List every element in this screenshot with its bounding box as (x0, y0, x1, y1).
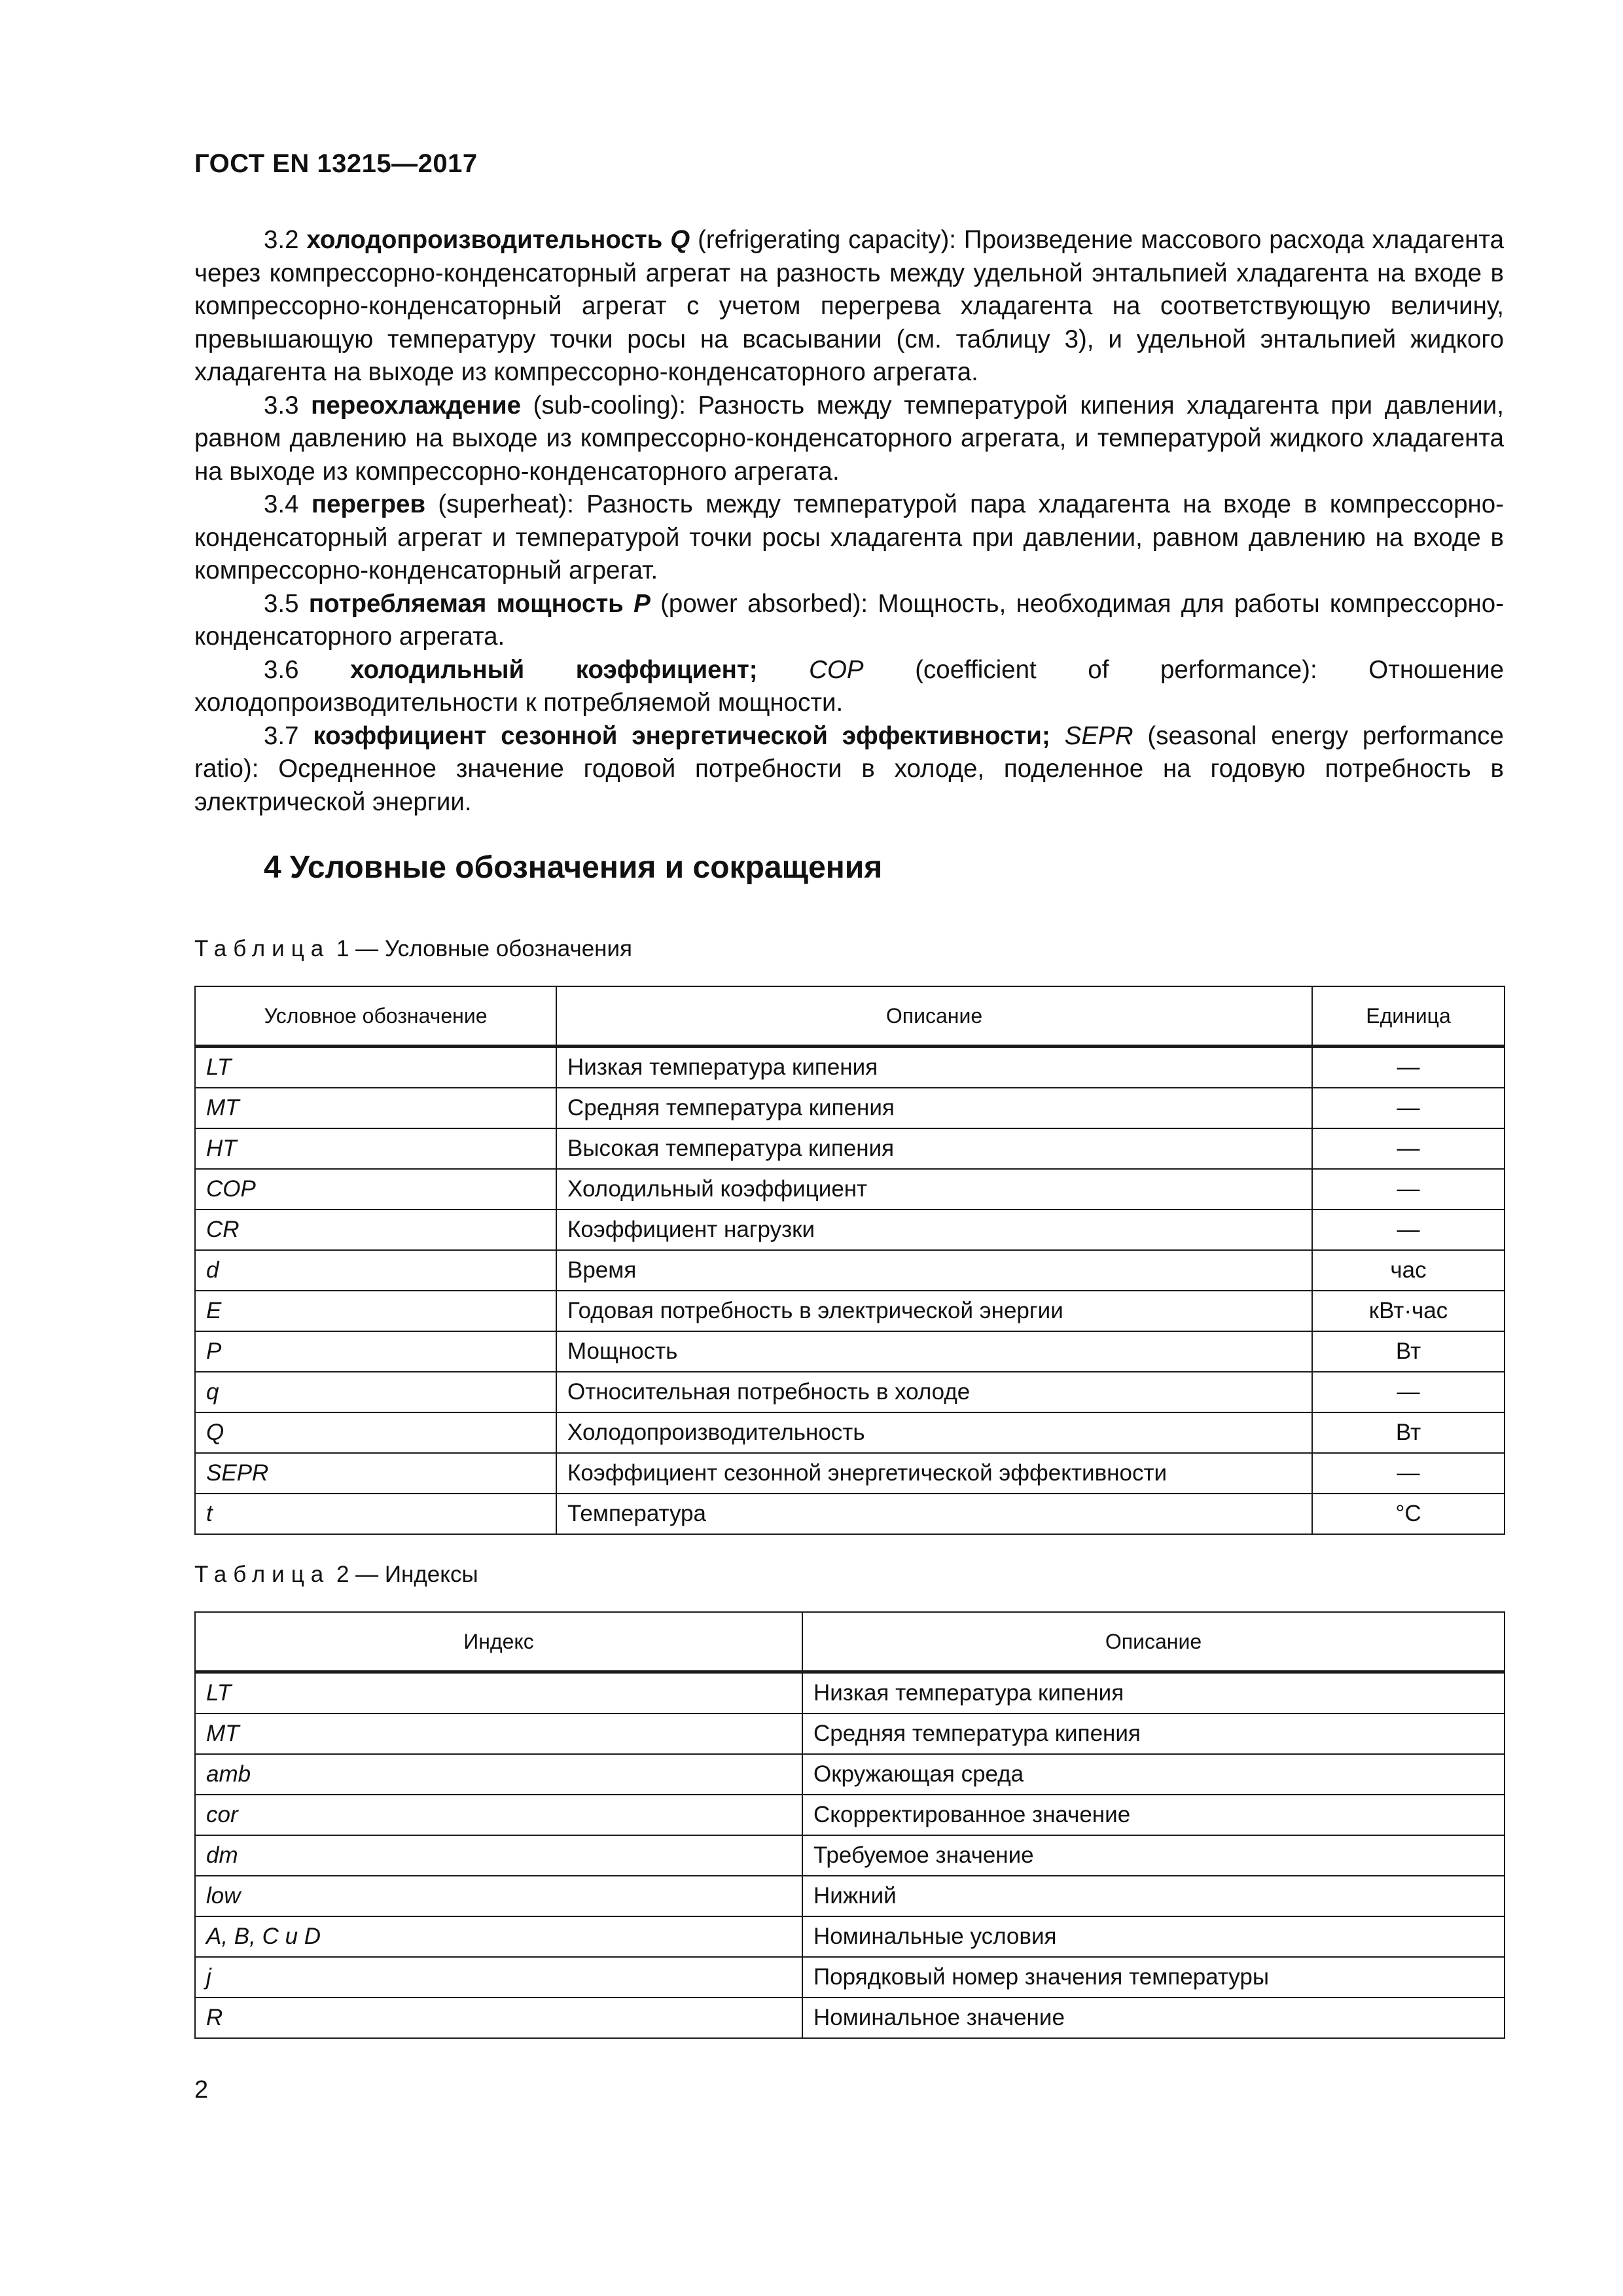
definition-term: холодильный коэффициент; (350, 655, 758, 684)
unit-cell: — (1312, 1210, 1505, 1250)
definition-number: 3.5 (264, 589, 299, 618)
definition-item (194, 654, 1504, 720)
definition-number: 3.2 (264, 226, 299, 254)
table-row (195, 1998, 1505, 2038)
definition-term: потребляемая мощность (308, 589, 624, 618)
index-cell: low (195, 1876, 802, 1916)
table2-header-index: Индекс (195, 1612, 802, 1672)
section-title: 4 Условные обозначения и сокращения (264, 850, 883, 885)
symbol-cell: LT (195, 1047, 556, 1088)
unit-cell: — (1312, 1088, 1505, 1128)
definition-text: (power absorbed): Мощность, необходимая для работы компрессорно-конденсаторного агрегата. (194, 589, 1504, 651)
unit-cell: — (1312, 1372, 1505, 1412)
unit-cell: час (1312, 1250, 1505, 1291)
table-row (195, 1412, 1505, 1453)
definition-text: (refrigerating capacity): Произведение массового расхода хладагента через компрессорно-конденсаторный агрегат на разность между удельной энтальпией хладагента на входе в компрессорно-конденсаторный агрегат с учетом перегрева хладагента на соответствующую величину, превышающую температуру точки росы на всасывании (см. таблицу 3), и удельной энтальпией жидкого хладагента на выходе из компрессорно-конденсаторного агрегата. (194, 226, 1504, 386)
symbols-table (194, 986, 1505, 1535)
definition-item (194, 389, 1504, 489)
table-row (195, 1835, 1505, 1876)
table1-caption-word: Таблица (194, 936, 330, 961)
unit-cell: Вт (1312, 1412, 1505, 1453)
description-cell: Низкая температура кипения (802, 1672, 1505, 1714)
index-cell: cor (195, 1795, 802, 1835)
table1-header-unit: Единица (1312, 986, 1505, 1047)
symbol-cell: MT (195, 1088, 556, 1128)
table-row (195, 1250, 1505, 1291)
definition-text: (superheat): Разность между температурой пара хладагента на входе в компрессорно-конденсаторный агрегат и температурой точки росы хладагента при давлении, равном давлению на входе в компрессорно-конденсаторный агрегат. (194, 490, 1504, 584)
definition-text: (seasonal energy performance ratio): Осредненное значение годовой потребности в холоде, поделенное на годовую потребность в электрической энергии. (194, 721, 1504, 816)
description-cell: Окружающая среда (802, 1754, 1505, 1795)
table1-caption-text: 1 — Условные обозначения (336, 936, 633, 961)
definition-symbol: Q (670, 226, 690, 254)
description-cell: Коэффициент нагрузки (556, 1210, 1312, 1250)
unit-cell: — (1312, 1128, 1505, 1169)
definition-number: 3.7 (264, 721, 299, 750)
definition-term: холодопроизводительность (306, 226, 663, 254)
symbol-cell: d (195, 1250, 556, 1291)
table1-header-description: Описание (556, 986, 1312, 1047)
indices-table (194, 1611, 1505, 2039)
table-row (195, 1876, 1505, 1916)
table-row (195, 1372, 1505, 1412)
definition-text: (coefficient of performance): Отношение холодопроизводительности к потребляемой мощности. (194, 655, 1505, 717)
definition-item (194, 588, 1504, 654)
table-row (195, 1795, 1505, 1835)
definition-symbol: COP (809, 655, 864, 684)
definition-symbol: P (633, 589, 651, 618)
description-cell: Нижний (802, 1876, 1505, 1916)
description-cell: Высокая температура кипения (556, 1128, 1312, 1169)
definition-number: 3.6 (264, 655, 299, 684)
symbol-cell: q (195, 1372, 556, 1412)
description-cell: Низкая температура кипения (556, 1047, 1312, 1088)
unit-cell: — (1312, 1047, 1505, 1088)
symbol-cell: t (195, 1494, 556, 1534)
standard-header: ГОСТ EN 13215—2017 (194, 149, 478, 178)
definition-number: 3.4 (264, 490, 299, 518)
index-cell: j (195, 1957, 802, 1998)
table-row (195, 1453, 1505, 1494)
description-cell: Холодильный коэффициент (556, 1169, 1312, 1210)
unit-cell: кВт·час (1312, 1291, 1505, 1331)
definition-symbol: SEPR (1064, 721, 1133, 750)
description-cell: Годовая потребность в электрической энергии (556, 1291, 1312, 1331)
table-row (195, 1128, 1505, 1169)
table2-caption-word: Таблица (194, 1562, 330, 1587)
description-cell: Средняя температура кипения (802, 1713, 1505, 1754)
table-row (195, 1957, 1505, 1998)
table2-caption-text: 2 — Индексы (336, 1562, 478, 1587)
table2-header-description: Описание (802, 1612, 1505, 1672)
table-row (195, 1713, 1505, 1754)
definition-item (194, 224, 1504, 389)
table-row (195, 1169, 1505, 1210)
unit-cell: — (1312, 1169, 1505, 1210)
definition-term: переохлаждение (311, 391, 522, 420)
unit-cell: — (1312, 1453, 1505, 1494)
table-row (195, 1754, 1505, 1795)
symbol-cell: CR (195, 1210, 556, 1250)
table-row (195, 1331, 1505, 1372)
symbol-cell: E (195, 1291, 556, 1331)
definition-term: перегрев (311, 490, 426, 518)
symbol-cell: SEPR (195, 1453, 556, 1494)
description-cell: Требуемое значение (802, 1835, 1505, 1876)
definition-term: коэффициент сезонной энергетической эффективности; (313, 721, 1050, 750)
description-cell: Коэффициент сезонной энергетической эффективности (556, 1453, 1312, 1494)
index-cell: dm (195, 1835, 802, 1876)
index-cell: A, B, C и D (195, 1916, 802, 1957)
table-row (195, 1088, 1505, 1128)
table1-header-symbol: Условное обозначение (195, 986, 556, 1047)
definition-item (194, 488, 1504, 588)
description-cell: Скорректированное значение (802, 1795, 1505, 1835)
unit-cell: °C (1312, 1494, 1505, 1534)
description-cell: Время (556, 1250, 1312, 1291)
definition-text: (sub-cooling): Разность между температурой кипения хладагента при давлении, равном давлению на выходе из компрессорно-конденсаторного агрегата, и температурой жидкого хладагента на выходе из компрессорно-конденсаторного агрегата. (194, 391, 1504, 486)
symbol-cell: P (195, 1331, 556, 1372)
table-row (195, 1916, 1505, 1957)
index-cell: MT (195, 1713, 802, 1754)
definition-item (194, 720, 1504, 819)
table2-header-row (195, 1612, 1505, 1672)
symbol-cell: COP (195, 1169, 556, 1210)
symbol-cell: HT (195, 1128, 556, 1169)
description-cell: Холодопроизводительность (556, 1412, 1312, 1453)
table-row (195, 1291, 1505, 1331)
table-row (195, 1210, 1505, 1250)
symbol-cell: Q (195, 1412, 556, 1453)
description-cell: Мощность (556, 1331, 1312, 1372)
unit-cell: Вт (1312, 1331, 1505, 1372)
description-cell: Относительная потребность в холоде (556, 1372, 1312, 1412)
table1-header-row (195, 986, 1505, 1047)
table-row (195, 1494, 1505, 1534)
table1-caption (194, 936, 632, 962)
index-cell: LT (195, 1672, 802, 1714)
index-cell: R (195, 1998, 802, 2038)
table2-caption (194, 1562, 478, 1588)
description-cell: Номинальное значение (802, 1998, 1505, 2038)
definitions-section (194, 224, 1504, 819)
description-cell: Средняя температура кипения (556, 1088, 1312, 1128)
description-cell: Номинальные условия (802, 1916, 1505, 1957)
description-cell: Температура (556, 1494, 1312, 1534)
definition-number: 3.3 (264, 391, 299, 420)
description-cell: Порядковый номер значения температуры (802, 1957, 1505, 1998)
page-number: 2 (194, 2076, 209, 2104)
index-cell: amb (195, 1754, 802, 1795)
table-row (195, 1047, 1505, 1088)
table-row (195, 1672, 1505, 1714)
